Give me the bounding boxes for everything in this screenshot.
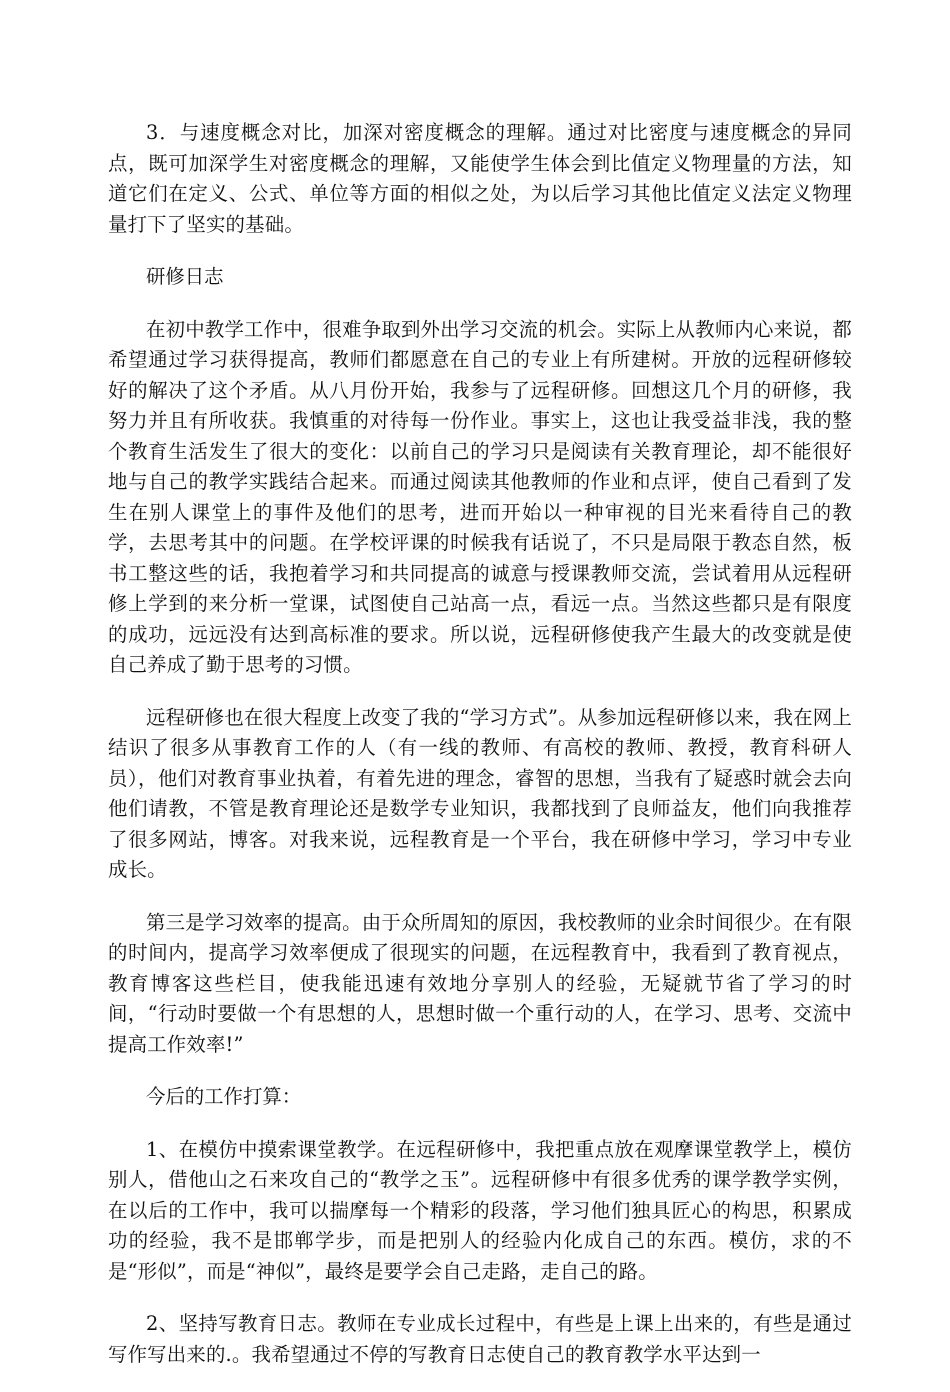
paragraph-learning-efficiency: 第三是学习效率的提高。由于众所周知的原因，我校教师的业余时间很少。在有限的时间内，提高学习效率便成了很现实的问题，在远程教育中，我看到了教育视点，教育博客这些栏目，使我能迅速有效地分享别人的经验，无疑就节省了学习的时间，“行动时要做一个有思想的人，思想时做一个重行动的人，在学习、思考、交流中提高工作效率!”	[108, 910, 852, 1056]
paragraph-plan-imitation: 1、在模仿中摸索课堂教学。在远程研修中，我把重点放在观摩课堂教学上，模仿别人，借他山之石来攻自己的“教学之玉”。远程研修中有很多优秀的课学教学实例，在以后的工作中，我可以揣摩每一个精彩的段落，学习他们独具匠心的构思，积累成功的经验，我不是邯郸学步，而是把别人的经验内化成自己的东西。模仿，求的不是“形似”，而是“神似”，最终是要学会自己走路，走自己的路。	[108, 1137, 852, 1283]
paragraph-plan-journal: 2、坚持写教育日志。教师在专业成长过程中，有些是上课上出来的，有些是通过写作写出来的.。我希望通过不停的写教育日志使自己的教育教学水平达到一	[108, 1312, 852, 1366]
section-heading-future-plans: 今后的工作打算：	[146, 1085, 302, 1108]
paragraph-learning-method: 远程研修也在很大程度上改变了我的“学习方式”。从参加远程研修以来，我在网上结识了很多从事教育工作的人（有一线的教师、有高校的教师、教授，教育科研人员），他们对教育事业执着，有着先进的理念，睿智的思想，当我有了疑惑时就会去向他们请教，不管是教育理论还是数学专业知识，我都找到了良师益友，他们向我推荐了很多网站，博客。对我来说，远程教育是一个平台，我在研修中学习，学习中专业成长。	[108, 705, 852, 881]
paragraph-density-comparison: 3．与速度概念对比，加深对密度概念的理解。通过对比密度与速度概念的异同点，既可加深学生对密度概念的理解，又能使学生体会到比值定义物理量的方法，知道它们在定义、公式、单位等方面的相似之处，为以后学习其他比值定义法定义物理量打下了坚实的基础。	[108, 121, 852, 236]
document-page	[108, 118, 852, 1392]
paragraph-remote-study-reflection: 在初中教学工作中，很难争取到外出学习交流的机会。实际上从教师内心来说，都希望通过学习获得提高，教师们都愿意在自己的专业上有所建树。开放的远程研修较好的解决了这个矛盾。从八月份开始，我参与了远程研修。回想这几个月的研修，我努力并且有所收获。我慎重的对待每一份作业。事实上，这也让我受益非浅，我的整个教育生活发生了很大的变化：以前自己的学习只是阅读有关教育理论，却不能很好地与自己的教学实践结合起来。而通过阅读其他教师的作业和点评，使自己看到了发生在别人课堂上的事件及他们的思考，进而开始以一种审视的目光来看待自己的教学，去思考其中的问题。在学校评课的时候我有话说了，不只是局限于教态自然，板书工整这些的话，我抱着学习和共同提高的诚意与授课教师交流，尝试着用从远程研修上学到的来分析一堂课，试图使自己站高一点，看远一点。当然这些都只是有限度的成功，远远没有达到高标准的要求。所以说，远程研修使我产生最大的改变就是使自己养成了勤于思考的习惯。	[108, 317, 852, 676]
section-heading-study-log: 研修日志	[146, 265, 224, 288]
